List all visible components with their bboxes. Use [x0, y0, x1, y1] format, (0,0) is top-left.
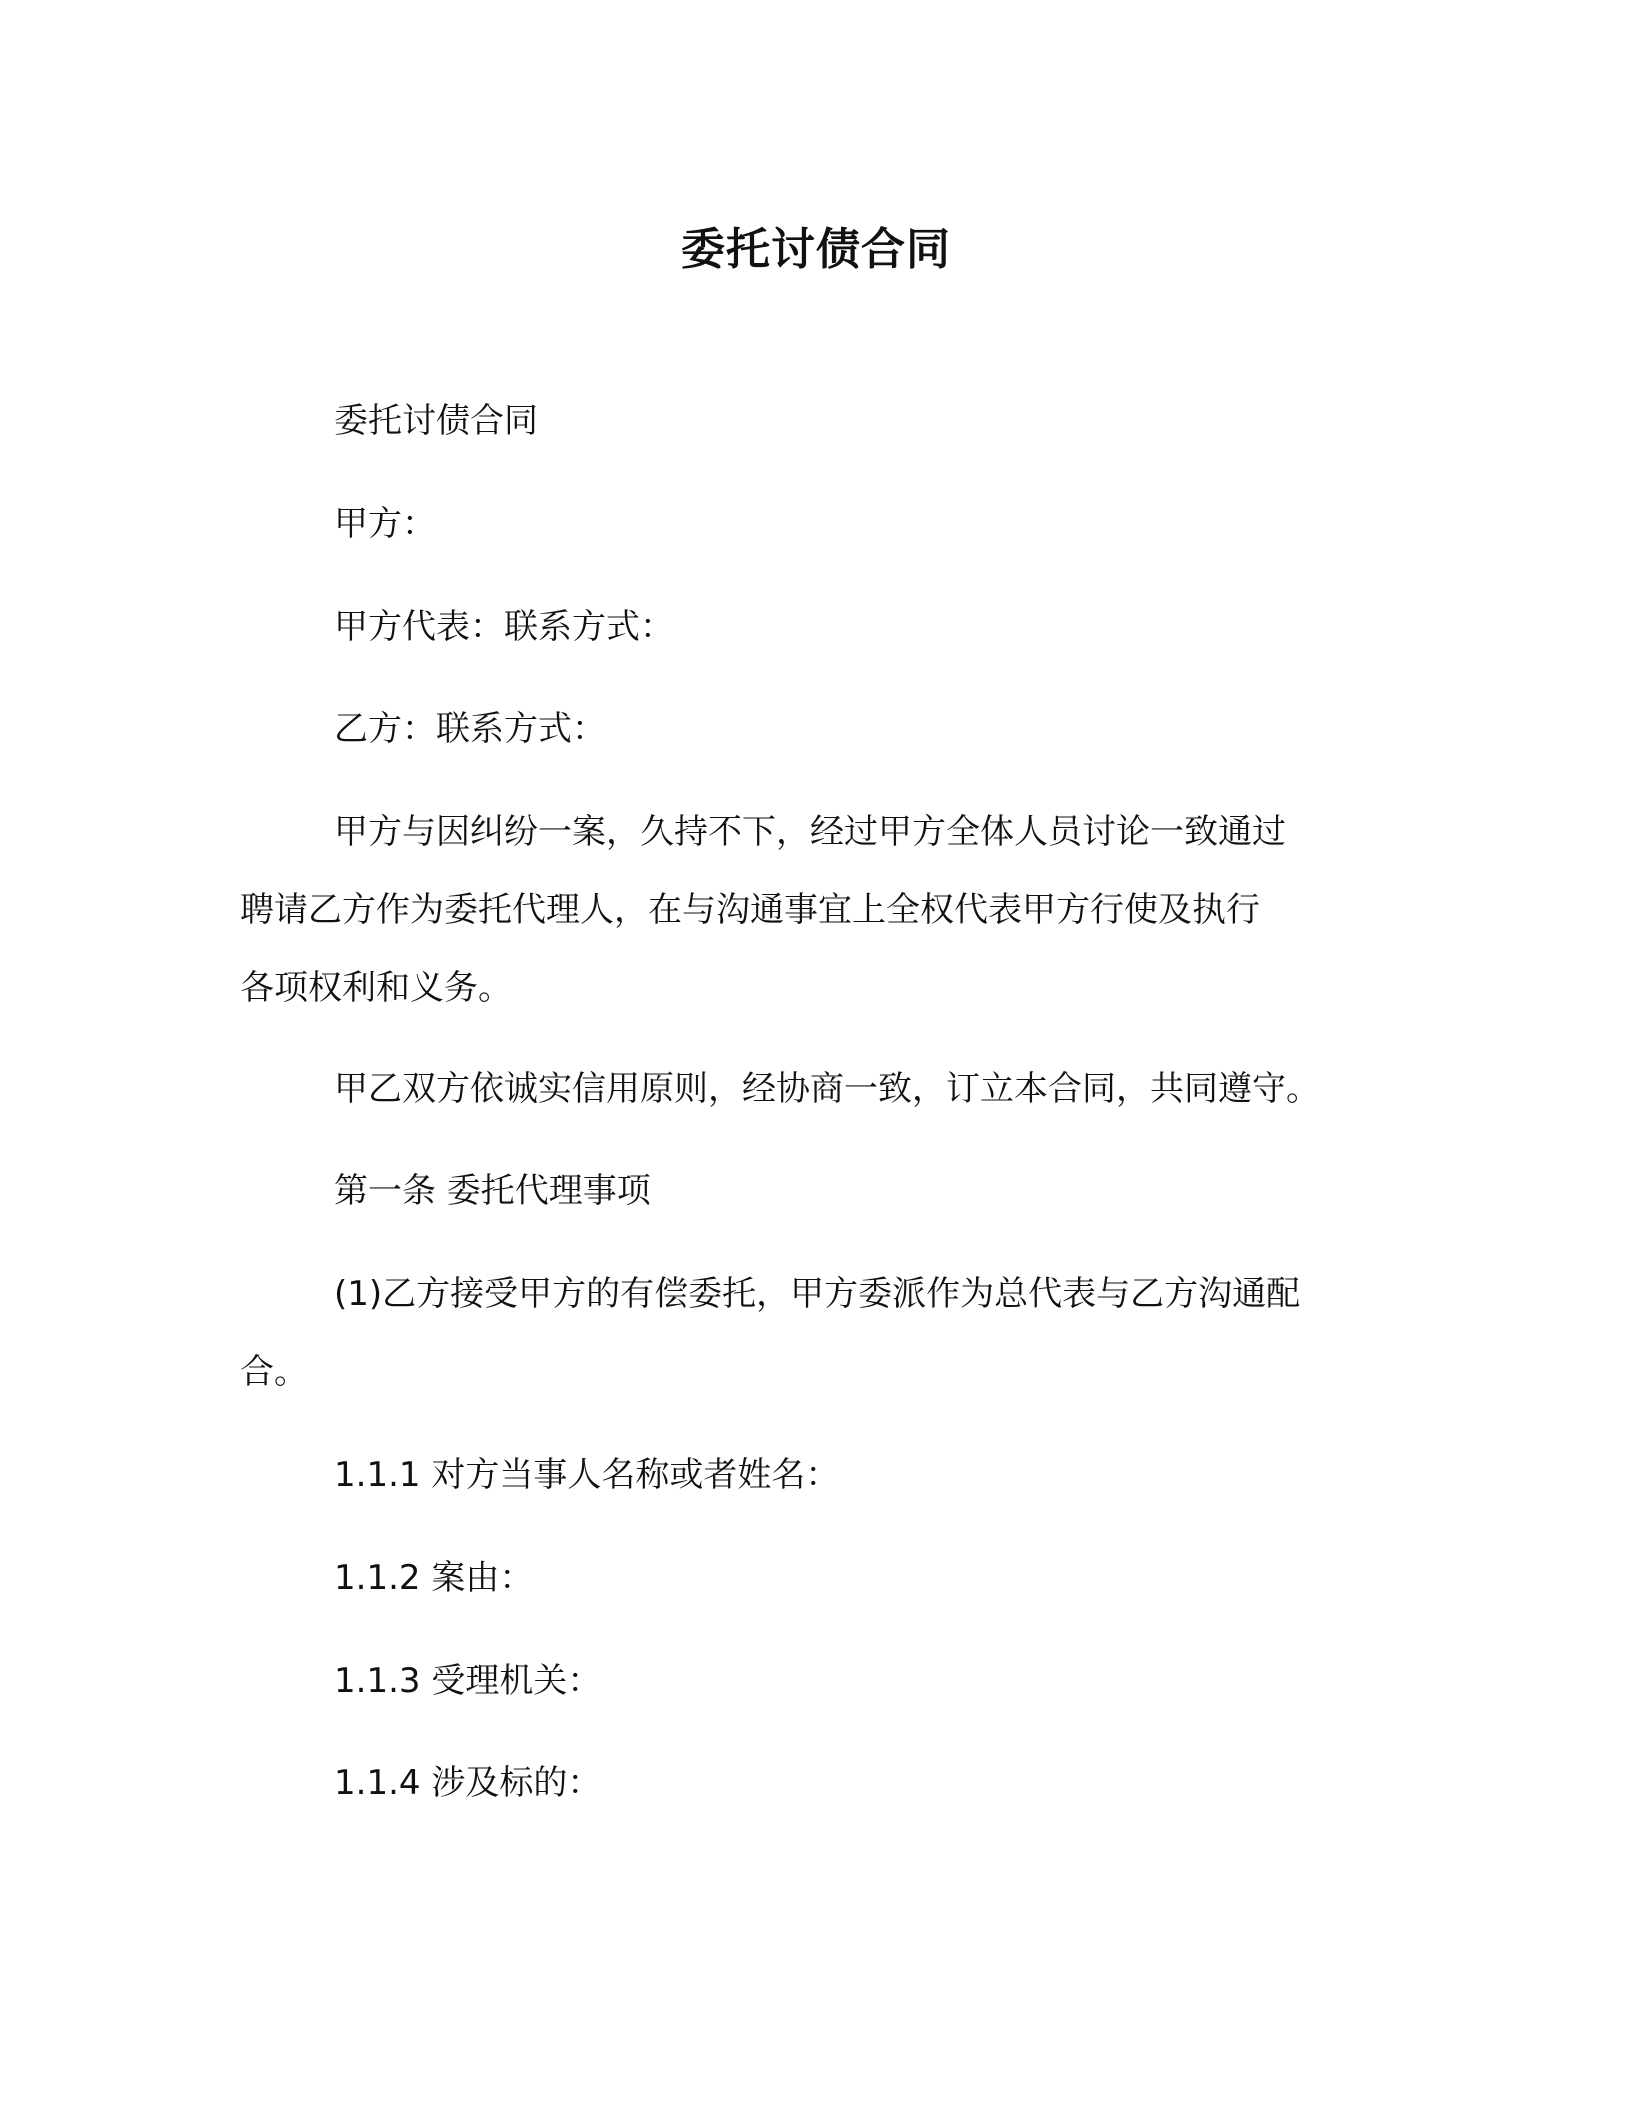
paragraph-line: 各项权利和义务。: [240, 968, 512, 1008]
paragraph-principle: [334, 1050, 1494, 1128]
paragraph-line: 第一条 委托代理事项: [334, 1171, 651, 1211]
paragraph-line: 1.1.1 对方当事人名称或者姓名：: [334, 1455, 840, 1495]
paragraph-line: 甲方代表：联系方式：: [334, 607, 674, 647]
clause-1-1-2: [334, 1539, 1494, 1617]
clause-1-1-3: [334, 1642, 1494, 1720]
document-title: 委托讨债合同: [681, 224, 951, 275]
paragraph-line: 1.1.3 受理机关：: [334, 1661, 602, 1701]
paragraph-line: 甲方与因纠纷一案，久持不下，经过甲方全体人员讨论一致通过: [334, 812, 1286, 852]
paragraph-line: 聘请乙方作为委托代理人，在与沟通事宜上全权代表甲方行使及执行: [240, 890, 1260, 930]
paragraph-party-a-representative: [334, 588, 1494, 666]
paragraph-line: 甲方：: [334, 504, 436, 544]
clause-1-1-1: [334, 1436, 1494, 1514]
paragraph-line: 1.1.4 涉及标的：: [334, 1763, 602, 1803]
paragraph-line: 乙方：联系方式：: [334, 709, 606, 749]
paragraph-party-b: [334, 690, 1494, 768]
paragraph-item-1: [240, 1255, 1400, 1411]
paragraph-line: 合。: [240, 1352, 308, 1392]
paragraph-line: (1)乙方接受甲方的有偿委托，甲方委派作为总代表与乙方沟通配: [334, 1274, 1301, 1314]
paragraph-party-a: [334, 485, 1494, 563]
paragraph-line: 委托讨债合同: [334, 401, 538, 441]
paragraph-heading: [334, 382, 1494, 460]
clause-1-1-4: [334, 1744, 1494, 1822]
paragraph-line: 1.1.2 案由：: [334, 1558, 534, 1598]
article-one-heading: [334, 1152, 1494, 1230]
paragraph-line: 甲乙双方依诚实信用原则，经协商一致，订立本合同，共同遵守。: [334, 1069, 1320, 1109]
paragraph-background: [240, 793, 1400, 1027]
